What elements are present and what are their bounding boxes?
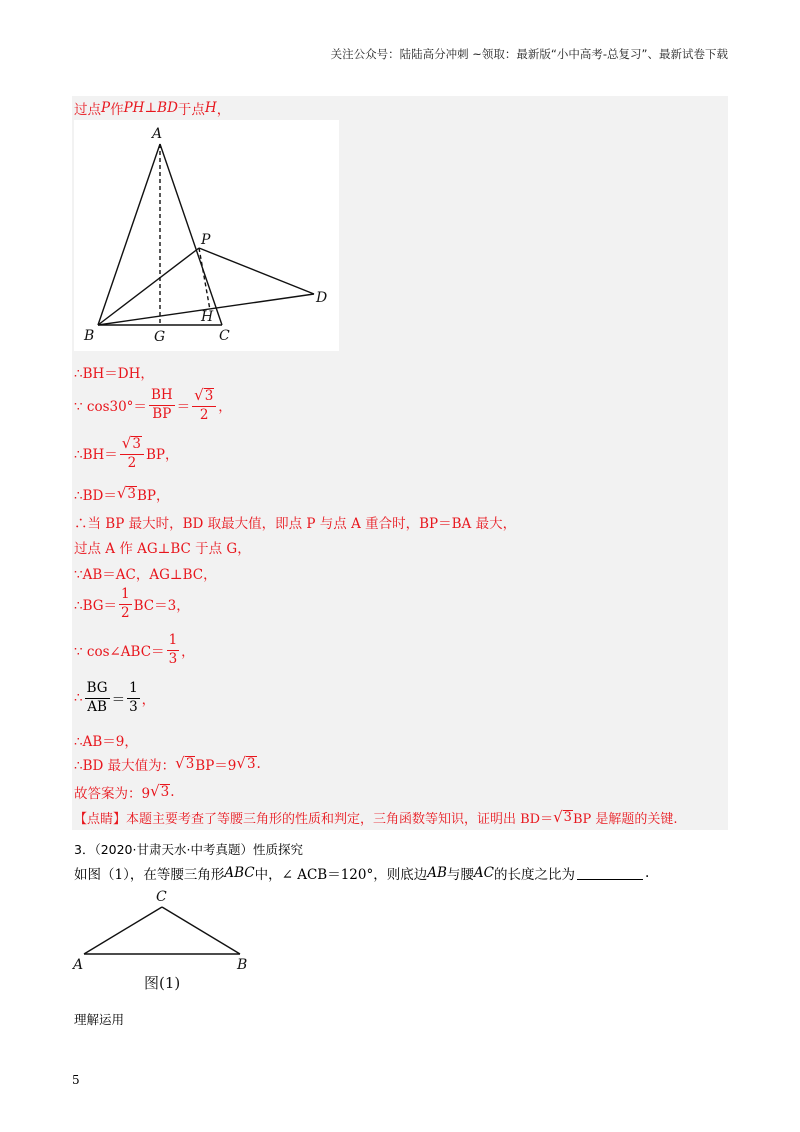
text: ∵ cos∠ABC＝ (74, 644, 165, 660)
sqrt-symbol: √ 3 (116, 484, 136, 503)
label-d: D (316, 290, 328, 306)
var-abc: ABC (224, 865, 255, 881)
text: . (170, 784, 175, 800)
sqrt-symbol: √ 3 (150, 782, 170, 801)
segment-pd (199, 248, 314, 294)
text: ， (218, 399, 232, 415)
label-p: P (201, 232, 211, 248)
text: ， (181, 644, 195, 660)
segment-cb (162, 907, 240, 954)
var-ac: AC (473, 865, 494, 881)
solution-line-3 (74, 436, 178, 470)
fraction-bh-bp (149, 389, 175, 421)
segment-ab (98, 144, 160, 325)
text: BP， (137, 488, 170, 504)
text: 过点 (74, 102, 101, 118)
label-b: B (84, 328, 95, 344)
text: ， (216, 102, 231, 118)
var-ab: AB (427, 865, 447, 881)
denominator: 2 (199, 406, 209, 423)
text: BP 是解题的关键. (572, 812, 678, 827)
sqrt-symbol: √ 3 (236, 754, 256, 773)
label-a: A (73, 957, 84, 973)
text: 的长度之比为 (493, 867, 575, 883)
label-c: C (156, 889, 167, 905)
isosceles-triangle-svg (70, 884, 270, 996)
solution-line-7: ∵AB＝AC，AG⊥BC， (74, 567, 217, 583)
perp-symbol: ⊥ (144, 100, 158, 116)
text: BP， (145, 447, 179, 463)
solution-line-2 (74, 388, 232, 422)
text: 于点 (177, 102, 205, 118)
label-h: H (201, 309, 214, 325)
text: ∴BH＝ (74, 447, 118, 463)
text: ＝ (176, 399, 191, 415)
fraction-bg-ab (85, 682, 110, 714)
numerator: 1 (167, 634, 180, 651)
numerator: BG (85, 682, 110, 699)
fraction-sqrt3-2 (192, 388, 216, 422)
var-ph: PH (123, 100, 145, 116)
fraction-1-3 (167, 634, 180, 666)
sqrt-symbol: √ 3 (121, 434, 141, 452)
triangle-figure-svg (74, 120, 339, 351)
text: 中，∠ ACB＝120°，则底边 (254, 867, 428, 883)
segment-bp (98, 248, 199, 325)
label-b: B (237, 957, 248, 973)
fraction-1-2 (119, 588, 132, 620)
text: ∴ (74, 690, 83, 706)
var-h: H (204, 100, 217, 116)
text: 与腰 (446, 867, 474, 883)
text: ∴BD 最大值为： (74, 758, 176, 774)
solution-line-4 (74, 484, 170, 504)
label-a: A (152, 126, 163, 142)
text: BP＝9 (195, 758, 237, 774)
page-number: 5 (72, 1073, 80, 1087)
segment-ac (160, 144, 222, 325)
solution-line-8 (74, 588, 190, 620)
denominator: BP (152, 405, 172, 422)
denominator: AB (87, 698, 107, 715)
sqrt-symbol: √ 3 (175, 754, 195, 773)
sqrt-symbol: √ 3 (194, 386, 214, 404)
var-bd: BD (157, 100, 178, 116)
text: . (256, 756, 261, 772)
question-3-title: 3．（2020·甘肃天水·中考真题）性质探究 (74, 842, 303, 857)
figure-caption: 图(1) (144, 974, 181, 992)
label-c: C (219, 328, 230, 344)
text: 故答案为：9 (74, 786, 151, 802)
numerator: 1 (119, 588, 132, 605)
var-p: P (101, 100, 111, 116)
numerator: 1 (127, 682, 140, 699)
question-3-body (74, 863, 649, 883)
numerator: BH (149, 389, 175, 406)
solution-line-10 (74, 682, 155, 714)
solution-line-13 (74, 782, 175, 802)
solution-line-ph (74, 98, 230, 118)
text: 如图（1），在等腰三角形 (74, 867, 225, 883)
label-g: G (154, 329, 166, 345)
solution-line-key-point (74, 808, 678, 827)
fraction-1-3 (127, 682, 140, 714)
dashed-ph (199, 248, 210, 310)
text: BC＝3， (133, 598, 190, 614)
text: ∴BD＝ (74, 488, 117, 504)
section-heading: 理解运用 (74, 1012, 125, 1027)
denominator: 2 (121, 604, 130, 621)
text: ＝ (111, 692, 126, 708)
denominator: 3 (129, 698, 138, 715)
solution-line-6: 过点 A 作 AG⊥BC 于点 G， (74, 541, 251, 557)
denominator: 2 (127, 454, 137, 471)
solution-line-1: ∴BH＝DH， (74, 366, 154, 382)
solution-line-5: ∴当 BP 最大时，BD 取最大值，即点 P 与点 A 重合时，BP＝BA 最大， (74, 516, 517, 532)
fraction-sqrt3-2 (120, 436, 144, 470)
page-header: 关注公众号：陆陆高分冲刺 ~领取：最新版“小中高考-总复习”、最新试卷下载 (330, 47, 728, 61)
solution-line-9 (74, 634, 195, 666)
text: 【点睛】本题主要考查了等腰三角形的性质和判定，三角函数等知识，证明出 BD＝ (74, 812, 554, 827)
text: 作 (110, 102, 124, 118)
text: ∵ cos30°＝ (74, 399, 147, 415)
geometry-figure-2 (70, 884, 270, 996)
solution-line-12 (74, 754, 261, 774)
text: . (644, 865, 650, 881)
solution-line-11: ∴AB＝9， (74, 734, 138, 750)
text: ， (141, 692, 156, 708)
answer-blank[interactable] (577, 867, 643, 880)
text: ∴BG＝ (74, 598, 118, 614)
denominator: 3 (168, 650, 178, 667)
segment-ac (84, 907, 162, 954)
sqrt-symbol: √ 3 (553, 808, 572, 826)
geometry-figure-1 (74, 120, 339, 351)
